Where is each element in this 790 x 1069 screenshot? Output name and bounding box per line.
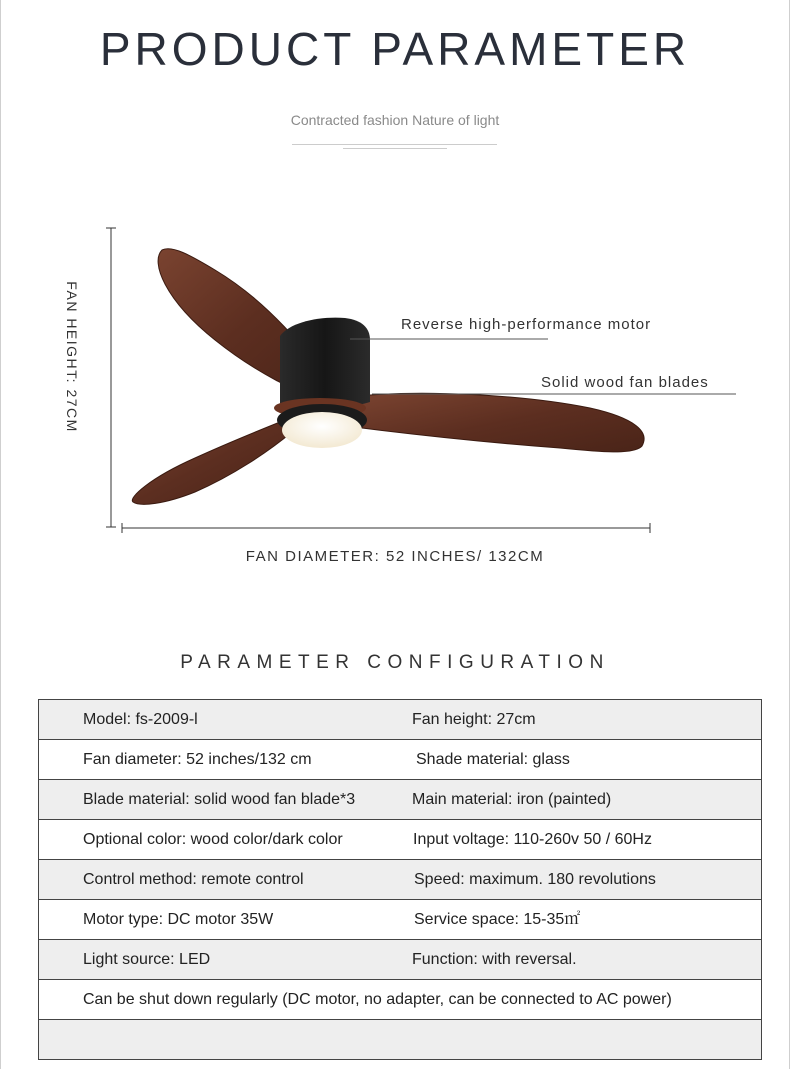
table-cell-right: Shade material: glass [416, 751, 570, 768]
table-row [39, 940, 761, 980]
table-note-text: Can be shut down regularly (DC motor, no adapter, can be connected to AC power) [83, 991, 672, 1008]
fan-diameter-label: FAN DIAMETER: 52 INCHES/ 132CM [245, 548, 545, 565]
callout-motor-label: Reverse high-performance motor [401, 316, 652, 333]
table-cell-left: Optional color: wood color/dark color [83, 831, 343, 848]
table-cell-right: Speed: maximum. 180 revolutions [414, 871, 656, 888]
table-cell-right: Service space: 15-35㎡ [414, 911, 581, 928]
height-dimension-line [106, 228, 116, 527]
table-cell-right: Input voltage: 110-260v 50 / 60Hz [413, 831, 652, 848]
fan-blade-lower-left [132, 420, 292, 504]
table-row [39, 780, 761, 820]
fan-led-light [282, 412, 362, 448]
table-row [39, 820, 761, 860]
fan-blade-right [360, 393, 644, 452]
table-cell-left: Light source: LED [83, 951, 211, 968]
table-cell-left: Motor type: DC motor 35W [83, 911, 274, 928]
table-cell-right: Function: with reversal. [412, 951, 577, 968]
diameter-dimension-line [122, 523, 650, 533]
page-subtitle: Contracted fashion Nature of light [290, 112, 500, 128]
table-cell-right: Fan height: 27cm [412, 711, 536, 728]
table-row [39, 860, 761, 900]
callout-blades-label: Solid wood fan blades [541, 374, 709, 391]
table-cell-right: Main material: iron (painted) [412, 791, 612, 808]
fan-motor-housing [280, 318, 370, 409]
table-row [39, 700, 761, 740]
parameter-table [38, 699, 762, 1060]
table-cell-left: Model: fs-2009-l [83, 711, 198, 728]
table-row [39, 740, 761, 780]
parameter-configuration-title: PARAMETER CONFIGURATION [180, 652, 610, 673]
table-cell-left: Control method: remote control [83, 871, 304, 888]
page-title: PRODUCT PARAMETER [99, 23, 691, 75]
fan-height-label: FAN HEIGHT: 27CM [64, 281, 80, 433]
table-row-empty [39, 1020, 761, 1060]
table-cell-left: Blade material: solid wood fan blade*3 [83, 791, 356, 808]
table-row-note [39, 980, 761, 1020]
table-row [39, 900, 761, 940]
table-cell-left: Fan diameter: 52 inches/132 cm [83, 751, 312, 768]
